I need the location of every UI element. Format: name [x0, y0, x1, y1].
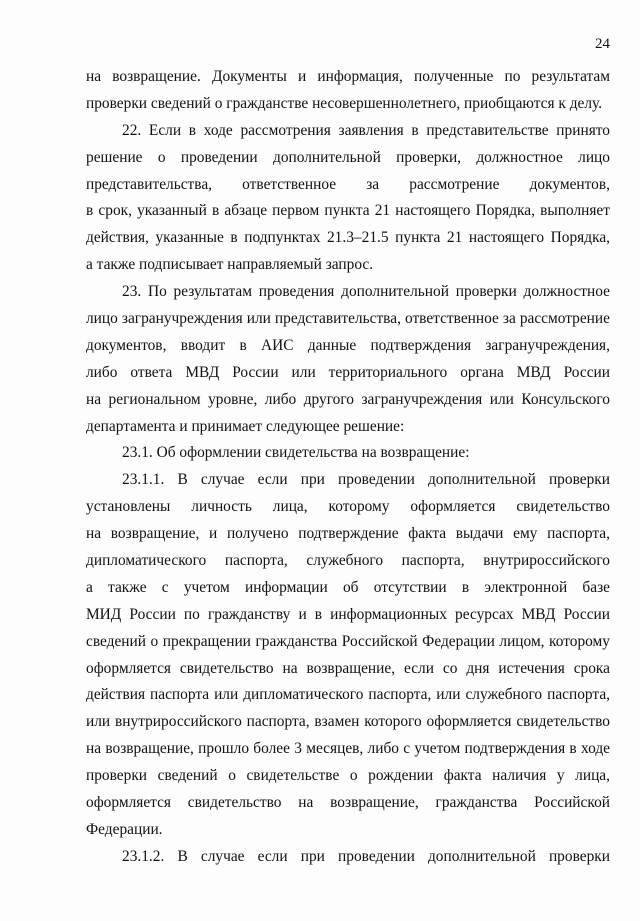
text-line: проверки сведений о гражданстве несовершеннолетнего, приобщаются к делу. — [86, 94, 603, 112]
text-line: на возвращение, прошло более 3 месяцев, либо с учетом подтверждения в ходе — [86, 740, 610, 758]
document-body — [86, 64, 610, 871]
text-line: представительства, ответственное за рассмотрение документов, — [86, 175, 610, 193]
text-line: документов, вводит в АИС данные подтверждения загранучреждения, — [86, 336, 610, 354]
text-line: действия, указанные в подпунктах 21.3–21.5 пункта 21 настоящего Порядка, — [86, 229, 610, 247]
text-line: лицо загранучреждения или представительства, ответственное за рассмотрение — [86, 310, 610, 328]
text-line: на возвращение. Документы и информация, полученные по результатам — [86, 68, 610, 85]
text-line: 23.1. Об оформлении свидетельства на возвращение: — [122, 444, 470, 462]
text-line: оформляется свидетельство на возвращение, если со дня истечения срока — [86, 659, 610, 677]
text-line: 22. Если в ходе рассмотрения заявления в представительстве принято — [122, 121, 610, 139]
text-line: установлены личность лица, которому оформляется свидетельство — [86, 498, 610, 516]
text-line: дипломатического паспорта, служебного паспорта, внутрироссийского — [86, 552, 610, 570]
text-line: сведений о прекращении гражданства Российской Федерации лицом, которому — [86, 632, 610, 650]
page-number: 24 — [595, 36, 610, 52]
text-line: 23.1.2. В случае если при проведении дополнительной проверки — [122, 847, 610, 865]
text-line: или внутрироссийского паспорта, взамен которого оформляется свидетельство — [86, 713, 610, 731]
text-line: на региональном уровне, либо другого загранучреждения или Консульского — [86, 390, 610, 408]
text-line: либо ответа МВД России или территориального органа МВД России — [86, 363, 610, 381]
text-line: департамента и принимает следующее решение: — [86, 417, 405, 435]
text-line: 23. По результатам проведения дополнительной проверки должностное — [122, 283, 610, 301]
text-line: на возвращение, и получено подтверждение факта выдачи ему паспорта, — [86, 525, 610, 543]
text-line: проверки сведений о свидетельстве о рождении факта наличия у лица, — [86, 767, 610, 785]
text-line: 23.1.1. В случае если при проведении дополнительной проверки — [122, 471, 610, 489]
text-line: а также подписывает направляемый запрос. — [86, 256, 374, 274]
text-line: а также с учетом информации об отсутствии в электронной базе — [86, 578, 610, 596]
text-line: решение о проведении дополнительной проверки, должностное лицо — [86, 148, 610, 166]
text-line: действия паспорта или дипломатического паспорта, или служебного паспорта, — [86, 686, 610, 704]
text-line: МИД России по гражданству и в информационных ресурсах МВД России — [86, 605, 610, 623]
text-line: в срок, указанный в абзаце первом пункта 21 настоящего Порядка, выполняет — [86, 202, 610, 220]
text-line: Федерации. — [86, 820, 163, 838]
text-line: оформляется свидетельство на возвращение, гражданства Российской — [86, 794, 610, 812]
